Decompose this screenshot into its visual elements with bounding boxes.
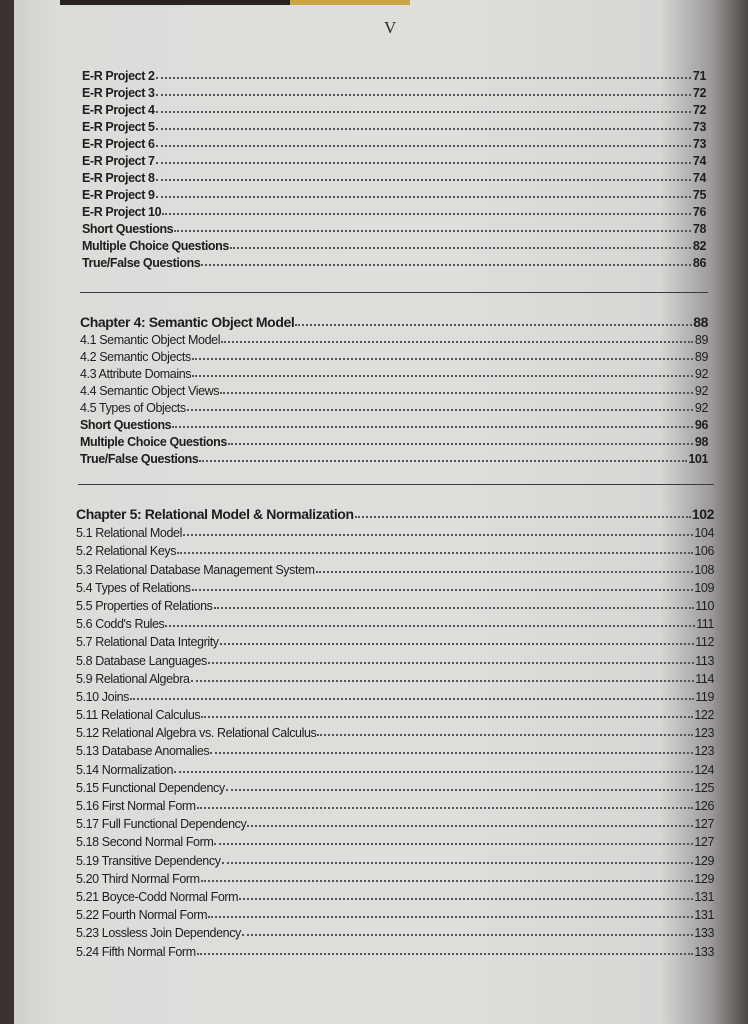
toc-entry-label: 5.8 Database Languages	[76, 653, 207, 668]
toc-entry-label: E-R Project 7	[82, 154, 155, 168]
toc-entry-page: 106	[694, 544, 714, 559]
dot-leader	[183, 534, 693, 536]
toc-entry-label: 4.3 Attribute Domains	[80, 367, 192, 381]
toc-entry-page: 76	[692, 205, 706, 219]
dot-leader	[355, 516, 691, 518]
divider	[78, 484, 714, 485]
toc-entry	[76, 722, 714, 740]
toc-entry-page: 104	[694, 526, 714, 541]
toc-entry	[76, 868, 714, 886]
toc-entry-page: 129	[694, 871, 714, 886]
dot-leader	[247, 825, 693, 827]
dot-leader	[165, 625, 695, 627]
toc-entry-label: E-R Project 4	[82, 103, 155, 117]
divider	[80, 292, 708, 293]
toc-entry-page: 112	[695, 635, 714, 650]
toc-entry	[76, 813, 714, 831]
dot-leader	[239, 898, 693, 900]
toc-entry-page: 71	[692, 69, 706, 83]
dot-leader	[192, 375, 693, 377]
toc-entry	[82, 100, 706, 117]
toc-entry-page: 98	[694, 435, 708, 449]
toc-entry-page: 129	[694, 853, 714, 868]
dot-leader	[220, 643, 695, 645]
dot-leader	[214, 607, 695, 609]
toc-entry-page: 111	[696, 617, 714, 632]
toc-entry	[76, 758, 714, 776]
dot-leader	[156, 77, 691, 79]
dot-leader	[295, 324, 692, 326]
toc-entry	[76, 686, 714, 704]
toc-entry-page: 74	[692, 171, 706, 185]
chapter-heading	[80, 310, 708, 330]
toc-entry-page: 101	[688, 452, 708, 466]
toc-entry-label: Chapter 4: Semantic Object Model	[80, 314, 295, 330]
toc-entry-page: 89	[694, 333, 708, 347]
toc-entry	[76, 740, 714, 758]
dot-leader	[242, 934, 693, 936]
toc-entry	[82, 219, 706, 236]
toc-entry	[76, 649, 714, 667]
dot-leader	[222, 862, 694, 864]
toc-entry	[76, 849, 714, 867]
book-page	[14, 0, 748, 1024]
dot-leader	[177, 552, 693, 554]
toc-entry-page: 127	[694, 817, 714, 832]
dot-leader	[208, 662, 694, 664]
toc-entry-page: 110	[695, 598, 714, 613]
toc-entry	[82, 253, 706, 270]
dot-leader	[197, 953, 694, 955]
toc-entry	[82, 168, 706, 185]
toc-entry-label: 4.5 Types of Objects	[80, 401, 186, 415]
dot-leader	[162, 213, 691, 215]
toc-entry-label: Chapter 5: Relational Model & Normalization	[76, 506, 354, 522]
toc-entry	[76, 777, 714, 795]
toc-entry	[80, 381, 708, 398]
toc-entry-label: 5.9 Relational Algebra	[76, 671, 190, 686]
toc-entry	[76, 795, 714, 813]
dot-leader	[187, 409, 693, 411]
toc-entry-page: 89	[694, 350, 708, 364]
page-edge	[290, 0, 410, 5]
toc-entry-label: 5.2 Relational Keys	[76, 544, 177, 559]
toc-entry-label: True/False Questions	[82, 256, 201, 270]
dot-leader	[214, 843, 693, 845]
dot-leader	[201, 264, 691, 266]
toc-entry-page: 102	[691, 506, 714, 522]
dot-leader	[174, 771, 693, 773]
toc-entry-label: Multiple Choice Questions	[80, 435, 227, 449]
toc-entry-label: E-R Project 8	[82, 171, 155, 185]
toc-entry-page: 113	[695, 653, 714, 668]
toc-entry-label: 5.20 Third Normal Form	[76, 871, 200, 886]
toc-entry-page: 109	[694, 580, 714, 595]
toc-entry-label: 5.7 Relational Data Integrity	[76, 635, 219, 650]
toc-entry-label: 5.21 Boyce-Codd Normal Form	[76, 889, 239, 904]
toc-entry-label: 5.3 Relational Database Management System	[76, 562, 315, 577]
toc-entry-page: 124	[694, 762, 714, 777]
toc-entry-page: 126	[694, 799, 714, 813]
toc-entry-page: 72	[692, 103, 706, 117]
toc-entry-page: 114	[695, 671, 714, 686]
toc-entry-page: 92	[694, 384, 708, 398]
toc-entry-label: E-R Project 2	[82, 69, 155, 83]
toc-entry-label: 4.4 Semantic Object Views	[80, 384, 220, 398]
toc-entry	[80, 398, 708, 415]
toc-entry-label: 5.16 First Normal Form	[76, 799, 196, 813]
toc-entry	[76, 522, 714, 540]
dot-leader	[130, 698, 694, 700]
toc-entry-label: 5.14 Normalization	[76, 762, 174, 777]
toc-entry-label: 5.12 Relational Algebra vs. Relational Calculus	[76, 726, 317, 741]
toc-entry	[80, 330, 708, 347]
toc-entry-label: 4.2 Semantic Objects	[80, 350, 191, 364]
dot-leader	[172, 426, 693, 428]
toc-entry-page: 82	[692, 239, 706, 253]
toc-entry-page: 108	[694, 562, 714, 577]
toc-entry-page: 119	[695, 689, 714, 704]
toc-entry-label: 5.6 Codd's Rules	[76, 617, 165, 632]
toc-entry-label: E-R Project 5	[82, 120, 155, 134]
toc-entry	[82, 134, 706, 151]
toc-entry-page: 125	[694, 780, 714, 795]
page-edge	[60, 0, 290, 5]
section-chapter-4	[80, 310, 708, 466]
toc-entry-label: 5.5 Properties of Relations	[76, 598, 213, 613]
dot-leader	[317, 734, 693, 736]
toc-entry-page: 73	[692, 120, 706, 134]
toc-entry-label: 4.1 Semantic Object Model	[80, 333, 221, 347]
toc-entry-label: E-R Project 3	[82, 86, 155, 100]
toc-entry	[76, 704, 714, 722]
toc-entry	[80, 364, 708, 381]
dot-leader	[192, 589, 694, 591]
toc-entry-label: 5.13 Database Anomalies	[76, 744, 210, 759]
toc-entry-label: True/False Questions	[80, 452, 199, 466]
dot-leader	[199, 460, 687, 462]
toc-entry	[82, 83, 706, 100]
toc-entry-page: 78	[692, 222, 706, 236]
toc-entry	[82, 117, 706, 134]
toc-entry-label: 5.22 Fourth Normal Form	[76, 908, 208, 923]
toc-entry-label: 5.24 Fifth Normal Form	[76, 944, 196, 959]
toc-entry-label: E-R Project 9	[82, 188, 155, 202]
toc-entry	[80, 449, 708, 466]
dot-leader	[156, 162, 691, 164]
toc-entry-page: 123	[694, 726, 714, 741]
toc-entry	[76, 668, 714, 686]
toc-entry-page: 75	[692, 188, 706, 202]
toc-entry	[82, 66, 706, 83]
toc-entry-label: Multiple Choice Questions	[82, 239, 229, 253]
toc-entry-page: 74	[692, 154, 706, 168]
toc-entry	[82, 236, 706, 253]
chapter-heading	[76, 502, 714, 522]
section-er-projects	[82, 66, 706, 270]
toc-entry-page: 72	[692, 86, 706, 100]
dot-leader	[156, 196, 691, 198]
toc-entry-page: 88	[693, 314, 708, 330]
toc-entry-label: Short Questions	[80, 418, 172, 432]
dot-leader	[156, 145, 691, 147]
toc-entry	[76, 922, 714, 940]
toc-entry-label: Short Questions	[82, 222, 174, 236]
toc-entry	[76, 540, 714, 558]
dot-leader	[210, 752, 693, 754]
toc-entry-page: 122	[694, 708, 714, 723]
toc-entry-page: 133	[694, 944, 714, 959]
toc-entry-label: E-R Project 10	[82, 205, 162, 219]
toc-entry-label: 5.18 Second Normal Form	[76, 835, 214, 850]
dot-leader	[192, 358, 693, 360]
toc-entry-label: 5.11 Relational Calculus	[76, 708, 201, 723]
toc-entry-page: 96	[694, 418, 708, 432]
toc-entry	[82, 185, 706, 202]
toc-entry-page: 123	[694, 744, 714, 759]
dot-leader	[221, 341, 693, 343]
dot-leader	[201, 716, 693, 718]
toc-entry-label: 5.23 Lossless Join Dependency	[76, 926, 241, 941]
toc-entry-page: 131	[694, 908, 714, 923]
section-chapter-5	[76, 502, 714, 959]
dot-leader	[208, 916, 693, 918]
dot-leader	[156, 128, 691, 130]
toc-entry	[76, 940, 714, 958]
dot-leader	[220, 392, 693, 394]
toc-entry	[76, 595, 714, 613]
toc-entry	[82, 151, 706, 168]
toc-entry-label: E-R Project 6	[82, 137, 155, 151]
dot-leader	[228, 443, 693, 445]
dot-leader	[191, 680, 695, 682]
page-number: V	[384, 18, 397, 37]
dot-leader	[156, 179, 691, 181]
toc-entry-page: 92	[694, 401, 708, 415]
toc-entry-label: 5.1 Relational Model	[76, 526, 182, 541]
toc-entry	[76, 577, 714, 595]
toc-entry	[76, 631, 714, 649]
dot-leader	[226, 789, 694, 791]
toc-entry-page: 133	[694, 926, 714, 941]
toc-entry-page: 127	[694, 835, 714, 850]
toc-entry-page: 92	[694, 367, 708, 381]
dot-leader	[197, 807, 694, 809]
dot-leader	[174, 230, 691, 232]
dot-leader	[156, 94, 691, 96]
toc-entry	[76, 886, 714, 904]
toc-entry-label: 5.4 Types of Relations	[76, 580, 191, 595]
toc-entry	[80, 347, 708, 364]
toc-entry	[82, 202, 706, 219]
toc-entry-label: 5.19 Transitive Dependency	[76, 853, 221, 868]
dot-leader	[156, 111, 691, 113]
dot-leader	[201, 880, 694, 882]
toc-entry-page: 86	[692, 256, 706, 270]
dot-leader	[316, 571, 694, 573]
dot-leader	[230, 247, 691, 249]
toc-entry-page: 73	[692, 137, 706, 151]
toc-entry-label: 5.15 Functional Dependency	[76, 780, 225, 795]
toc-entry	[76, 904, 714, 922]
toc-entry	[80, 415, 708, 432]
toc-entry	[76, 831, 714, 849]
toc-entry	[76, 613, 714, 631]
toc-entry-page: 131	[694, 889, 714, 904]
toc-entry	[76, 558, 714, 576]
toc-entry	[80, 432, 708, 449]
toc-entry-label: 5.10 Joins	[76, 689, 129, 704]
toc-entry-label: 5.17 Full Functional Dependency	[76, 817, 247, 832]
